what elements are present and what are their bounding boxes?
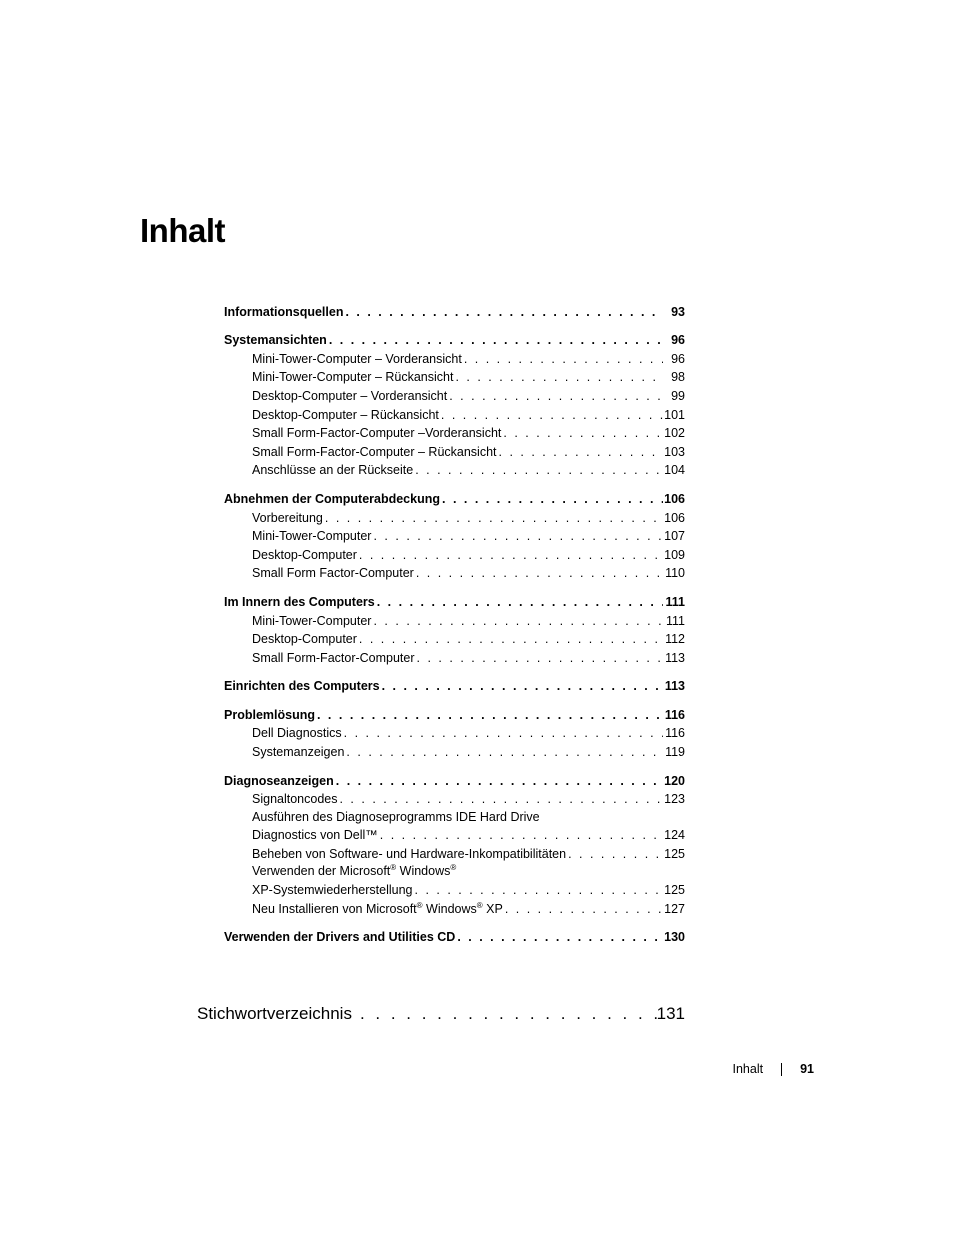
toc-subentry[interactable]: [224, 863, 685, 881]
toc-subentry[interactable]: [224, 405, 685, 424]
toc-entry-label: Systemansichten: [224, 333, 327, 348]
toc-entry-label: Neu Installieren von Microsoft® Windows® XP: [252, 900, 503, 916]
toc-entry-label: Diagnostics von Dell™: [252, 828, 378, 843]
toc-subentry[interactable]: [224, 880, 685, 899]
dot-leader: [375, 593, 663, 611]
toc-entry-page: 120: [664, 773, 685, 788]
toc-entry-page: 125: [664, 846, 685, 861]
dot-leader: [378, 826, 663, 844]
toc-heading-entry[interactable]: [224, 771, 685, 790]
toc-heading-entry[interactable]: [224, 489, 685, 508]
footer-divider: [781, 1063, 782, 1076]
toc-entry-label: Desktop-Computer: [252, 632, 357, 647]
toc-subentry[interactable]: [224, 790, 685, 809]
toc-subentry[interactable]: [224, 564, 685, 583]
toc-entry-page: 96: [671, 333, 685, 348]
toc-subentry[interactable]: [224, 611, 685, 630]
toc-subentry[interactable]: [224, 899, 685, 918]
dot-leader: [413, 881, 664, 899]
toc-entry-page: 112: [665, 632, 685, 647]
toc-entry-page: 123: [664, 792, 685, 807]
toc-entry-label: Verwenden der Microsoft® Windows®: [252, 863, 457, 879]
toc-entry-label: Anschlüsse an der Rückseite: [252, 463, 414, 478]
dot-leader: [501, 424, 663, 442]
toc-entry-label: Mini-Tower-Computer: [252, 613, 372, 628]
toc-entry-page: 113: [664, 679, 685, 694]
dot-leader: [342, 724, 663, 742]
toc-subentry[interactable]: [224, 349, 685, 368]
toc-entry-label: Mini-Tower-Computer: [252, 529, 372, 544]
dot-leader: [380, 677, 663, 695]
toc-entry-page: 106: [664, 491, 685, 506]
dot-leader: [440, 490, 663, 508]
dot-leader: [357, 630, 663, 648]
toc-heading-entry[interactable]: [224, 302, 685, 321]
toc-entry-label: Mini-Tower-Computer – Vorderansicht: [252, 351, 462, 366]
toc-subentry[interactable]: [224, 461, 685, 480]
toc-entry-label: Im Innern des Computers: [224, 594, 375, 609]
toc-entry-label: Problemlösung: [224, 707, 315, 722]
dot-leader: [497, 443, 663, 461]
toc-entry-label: Mini-Tower-Computer – Rückansicht: [252, 370, 454, 385]
table-of-contents: [224, 302, 685, 946]
toc-entry-page: 116: [664, 707, 685, 722]
toc-entry-label: Small Form-Factor-Computer –Vorderansicht: [252, 426, 502, 441]
toc-entry-label: Desktop-Computer – Rückansicht: [252, 407, 439, 422]
toc-entry-label: Beheben von Software- und Hardware-Inkompatibilitäten: [252, 846, 567, 861]
toc-entry-label: Small Form Factor-Computer: [252, 566, 414, 581]
toc-entry-label: Dell Diagnostics: [252, 726, 342, 741]
toc-entry-page: 101: [664, 407, 685, 422]
toc-entry-page: 124: [664, 828, 685, 843]
dot-leader: [371, 612, 663, 630]
toc-entry-page: 111: [665, 594, 685, 609]
dot-leader: [447, 387, 663, 405]
toc-entry-label: Signaltoncodes: [252, 792, 338, 807]
toc-entry-page: 107: [664, 529, 685, 544]
toc-entry-page: 96: [671, 351, 685, 366]
toc-entry-page: 116: [665, 726, 685, 741]
toc-entry-label: Small Form-Factor-Computer: [252, 650, 415, 665]
dot-leader: [337, 790, 663, 808]
toc-entry-label: Desktop-Computer – Vorderansicht: [252, 388, 448, 403]
toc-entry-page: 119: [665, 745, 685, 760]
toc-entry-label: Desktop-Computer: [252, 547, 357, 562]
dot-leader: [455, 928, 663, 946]
toc-entry-page: 113: [665, 650, 685, 665]
index-entry[interactable]: [197, 1004, 685, 1024]
dot-leader: [415, 649, 663, 667]
toc-heading-entry[interactable]: [224, 677, 685, 696]
dot-leader: [566, 845, 663, 863]
toc-subentry[interactable]: [224, 424, 685, 443]
dot-leader: [323, 509, 663, 527]
toc-entry-page: 104: [664, 463, 685, 478]
dot-leader: [344, 743, 663, 761]
toc-entry-page: 125: [664, 883, 685, 898]
toc-subentry[interactable]: [224, 724, 685, 743]
toc-subentry[interactable]: [224, 508, 685, 527]
toc-subentry[interactable]: [224, 630, 685, 649]
dot-leader: [413, 461, 663, 479]
dot-leader: [371, 527, 663, 545]
toc-subentry[interactable]: [224, 442, 685, 461]
toc-entry-label: Systemanzeigen: [252, 745, 345, 760]
dot-leader: [453, 368, 663, 386]
dot-leader: [327, 331, 663, 349]
toc-entry-page: 93: [671, 304, 685, 319]
index-page: 131: [656, 1004, 685, 1023]
toc-entry-label: Vorbereitung: [252, 510, 323, 525]
toc-entry-page: 109: [664, 547, 685, 562]
footer-page-number: 91: [800, 1062, 814, 1076]
toc-entry-page: 103: [664, 444, 685, 459]
toc-entry-page: 130: [664, 930, 685, 945]
toc-heading-entry[interactable]: [224, 592, 685, 611]
dot-leader: [315, 706, 663, 724]
footer-section: Inhalt: [732, 1062, 764, 1076]
toc-subentry[interactable]: [224, 808, 685, 826]
toc-entry-label: Informationsquellen: [224, 304, 344, 319]
toc-subentry[interactable]: [224, 826, 685, 845]
toc-entry-page: 99: [671, 388, 685, 403]
toc-subentry[interactable]: [224, 844, 685, 863]
toc-entry-page: 127: [664, 901, 685, 916]
toc-heading-entry[interactable]: [224, 705, 685, 724]
dot-leader: [357, 546, 663, 564]
dot-leader: [439, 406, 663, 424]
toc-subentry[interactable]: [224, 527, 685, 546]
index-label: Stichwortverzeichnis: [197, 1004, 352, 1023]
dot-leader: [503, 900, 663, 918]
toc-heading-entry[interactable]: [224, 331, 685, 350]
toc-entry-label: Einrichten des Computers: [224, 679, 380, 694]
dot-leader: [343, 303, 663, 321]
page-title: Inhalt: [140, 212, 225, 249]
toc-subentry[interactable]: [224, 368, 685, 387]
toc-entry-label: Diagnoseanzeigen: [224, 773, 334, 788]
toc-entry-label: Verwenden der Drivers and Utilities CD: [224, 930, 456, 945]
dot-leader: [462, 350, 663, 368]
toc-entry-label: Small Form-Factor-Computer – Rückansicht: [252, 444, 497, 459]
dot-leader: [352, 1004, 657, 1024]
toc-subentry[interactable]: [224, 545, 685, 564]
toc-entry-page: 102: [664, 426, 685, 441]
toc-entry-page: 98: [671, 370, 685, 385]
toc-heading-entry[interactable]: [224, 928, 685, 947]
dot-leader: [414, 564, 663, 582]
toc-entry-label: Ausführen des Diagnoseprogramms IDE Hard Drive: [252, 809, 540, 824]
toc-entry-label: Abnehmen der Computerabdeckung: [224, 491, 440, 506]
toc-subentry[interactable]: [224, 386, 685, 405]
toc-entry-page: 110: [665, 566, 685, 581]
toc-entry-page: 106: [664, 510, 685, 525]
toc-entry-page: 111: [665, 613, 685, 628]
page-footer: [700, 1062, 814, 1076]
toc-subentry[interactable]: [224, 648, 685, 667]
toc-entry-label: XP-Systemwiederherstellung: [252, 883, 413, 898]
toc-subentry[interactable]: [224, 742, 685, 761]
dot-leader: [334, 772, 663, 790]
